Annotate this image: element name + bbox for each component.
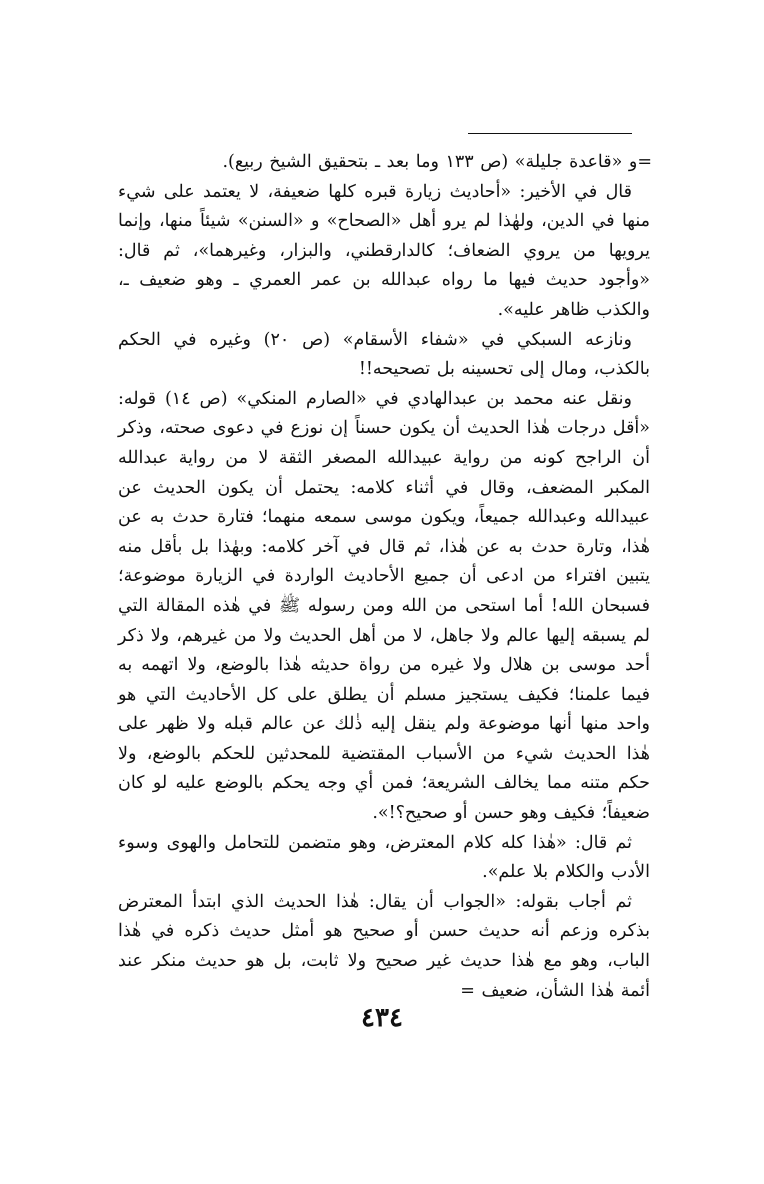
- footnote-paragraph: ثم قال: «هٰذا كله كلام المعترض، وهو متضمن للتحامل والهوى وسوء الأدب والكلام بلا علم».: [118, 832, 650, 883]
- footnote-paragraph: =و «قاعدة جليلة» (ص ١٣٣ وما بعد ـ بتحقيق الشيخ ربيع).: [222, 152, 652, 172]
- footnote-paragraph: ونقل عنه محمد بن عبدالهادي في «الصارم المنكي» (ص ١٤) قوله: «أقل درجات هٰذا الحديث أن يكون حسناً إن نوزع في دعوى صحته، وذكر أن الراجح كونه من رواية عبيدالله المصغر الثقة لا من رواية عبدالله المكبر المضعف، وقال في أثناء كلامه: يحتمل أن يكون الحديث عن عبيدالله وعبدالله جميعاً، ويكون موسى سمعه منهما؛ فتارة حدث به عن هٰذا، وتارة حدث به عن هٰذا، ثم قال في آخر كلامه: وبهٰذا بل بأقل منه يتبين افتراء من ادعى أن جميع الأحاديث الواردة في الزيارة موضوعة؛ فسبحان الله! أما استحى من الله ومن رسوله ﷺ في هٰذه المقالة التي لم يسبقه إليها عالم ولا جاهل، لا من أهل الحديث ولا من غيرهم، ولا ذكر أحد موسى بن هلال ولا غيره من رواة حديثه هٰذا بالوضع، ولا اتهمه به فيما علمنا؛ فكيف يستجيز مسلم أن يطلق على كل الأحاديث التي هو واحد منها أنها موضوعة ولم ينقل إليه ذٰلك عن عالم قبله ولا ظهر على هٰذا الحديث شيء من الأسباب المقتضية للمحدثين للحكم بالوضع، ولا حكم متنه مما يخالف الشريعة؛ فمن أي وجه يحكم بالوضع عليه لو كان ضعيفاً؛ فكيف وهو حسن أو صحيح؟!».: [118, 388, 650, 824]
- page-number: ٤٣٤: [361, 1003, 403, 1033]
- footnote-paragraph: قال في الأخير: «أحاديث زيارة قبره كلها ضعيفة، لا يعتمد على شيء منها في الدين، ولهٰذا لم يرو أهل «الصحاح» و «السنن» شيئاً منها، وإنما يرويها من يروي الضعاف؛ كالدارقطني، والبزار، وغيرهما»، ثم قال: «وأجود حديث فيها ما رواه عبدالله بن عمر العمري ـ وهو ضعيف ـ، والكذب ظاهر عليه».: [118, 181, 650, 320]
- footnote-separator-rule: [468, 133, 632, 134]
- footnote-text-block: [118, 148, 650, 1006]
- footnote-paragraph: ثم أجاب بقوله: «الجواب أن يقال: هٰذا الحديث الذي ابتدأ المعترض بذكره وزعم أنه حديث حسن أو صحيح هو أمثل حديث ذكره في هٰذا الباب، وهو مع هٰذا حديث غير صحيح ولا ثابت، بل هو حديث منكر عند أئمة هٰذا الشأن، ضعيف =: [118, 891, 650, 1001]
- footnote-paragraph: ونازعه السبكي في «شفاء الأسقام» (ص ٢٠) وغيره في الحكم بالكذب، ومال إلى تحسينه بل تصحيحه!!: [118, 329, 650, 380]
